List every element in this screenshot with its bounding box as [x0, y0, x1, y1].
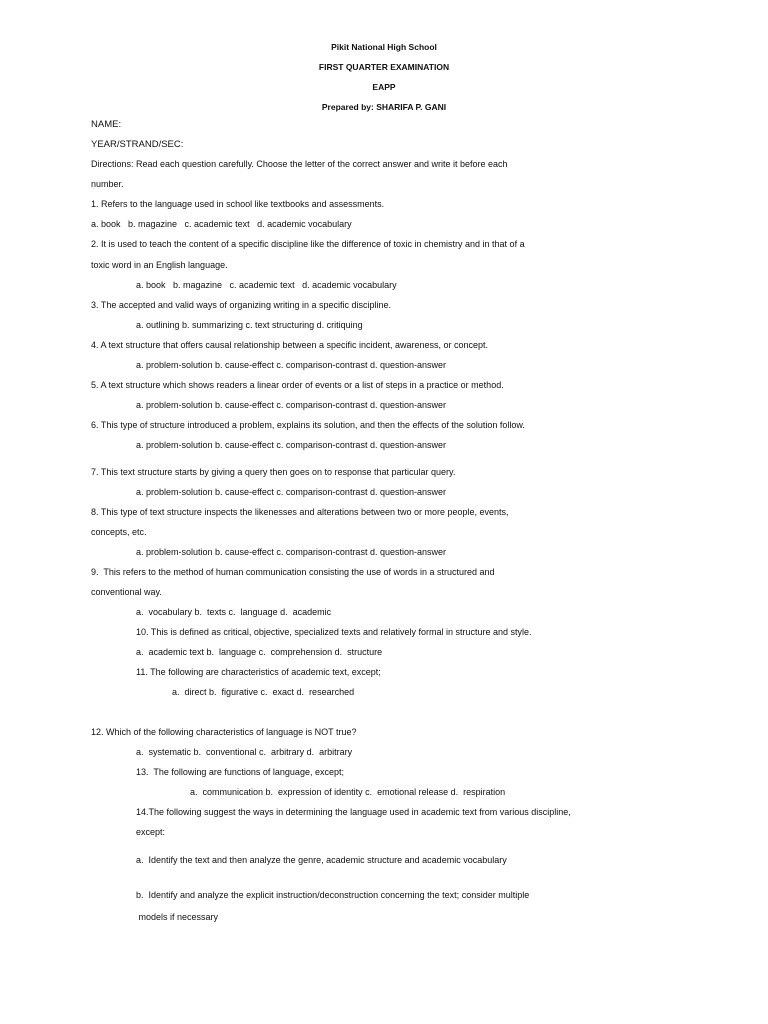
question-5-choices: a. problem-solution b. cause-effect c. comparison-contrast d. question-answer	[136, 400, 446, 410]
question-8-choices: a. problem-solution b. cause-effect c. comparison-contrast d. question-answer	[136, 547, 446, 557]
question-1: 1. Refers to the language used in school like textbooks and assessments.	[91, 199, 385, 209]
name-field-label: NAME:	[91, 119, 122, 130]
prepared-by: Prepared by: SHARIFA P. GANI	[321, 102, 447, 112]
question-10: 10. This is defined as critical, objective, specialized texts and relatively formal in structure and style.	[136, 627, 532, 637]
question-13: 13. The following are functions of language, except;	[136, 767, 344, 777]
question-6: 6. This type of structure introduced a problem, explains its solution, and then the effects of the solution follow.	[91, 420, 525, 430]
question-13-choices: a. communication b. expression of identity c. emotional release d. respiration	[190, 787, 506, 797]
question-11-choices: a. direct b. figurative c. exact d. researched	[172, 687, 355, 697]
question-12: 12. Which of the following characteristics of language is NOT true?	[91, 727, 357, 737]
question-14-continued: except:	[136, 827, 166, 837]
question-2: 2. It is used to teach the content of a specific discipline like the difference of toxic in chemistry and in that of a	[91, 239, 525, 249]
directions-line-2: number.	[91, 179, 124, 189]
question-9-choices: a. vocabulary b. texts c. language d. academic	[136, 607, 332, 617]
question-12-choices: a. systematic b. conventional c. arbitrary d. arbitrary	[136, 747, 353, 757]
question-4-choices: a. problem-solution b. cause-effect c. comparison-contrast d. question-answer	[136, 360, 446, 370]
question-2-continued: toxic word in an English language.	[91, 260, 228, 270]
question-14-choice-a: a. Identify the text and then analyze the genre, academic structure and academic vocabulary	[136, 855, 507, 865]
question-7: 7. This text structure starts by giving a query then goes on to response that particular query.	[91, 467, 456, 477]
question-8-continued: concepts, etc.	[91, 527, 147, 537]
question-7-choices: a. problem-solution b. cause-effect c. comparison-contrast d. question-answer	[136, 487, 446, 497]
exam-title: FIRST QUARTER EXAMINATION	[318, 62, 450, 72]
question-4: 4. A text structure that offers causal relationship between a specific incident, awareness, or concept.	[91, 340, 489, 350]
question-3: 3. The accepted and valid ways of organizing writing in a specific discipline.	[91, 300, 391, 310]
year-strand-sec-label: YEAR/STRAND/SEC:	[91, 139, 184, 150]
question-1-choices: a. book b. magazine c. academic text d. academic vocabulary	[91, 219, 352, 229]
question-14-choice-b: b. Identify and analyze the explicit instruction/deconstruction concerning the text; consider multiple	[136, 890, 530, 900]
question-11: 11. The following are characteristics of academic text, except;	[136, 667, 381, 677]
subject-title: EAPP	[372, 82, 396, 92]
question-5: 5. A text structure which shows readers a linear order of events or a list of steps in a practice or method.	[91, 380, 504, 390]
directions-line-1: Directions: Read each question carefully. Choose the letter of the correct answer and write it before each	[91, 159, 508, 169]
question-8: 8. This type of text structure inspects the likenesses and alterations between two or more people, events,	[91, 507, 509, 517]
question-14: 14.The following suggest the ways in determining the language used in academic text from various discipline,	[136, 807, 571, 817]
school-name: Pikit National High School	[331, 42, 437, 52]
question-9-continued: conventional way.	[91, 587, 162, 597]
question-9: 9. This refers to the method of human communication consisting the use of words in a structured and	[91, 567, 495, 577]
question-6-choices: a. problem-solution b. cause-effect c. comparison-contrast d. question-answer	[136, 440, 446, 450]
question-10-choices: a. academic text b. language c. comprehension d. structure	[136, 647, 383, 657]
question-3-choices: a. outlining b. summarizing c. text structuring d. critiquing	[136, 320, 363, 330]
question-14-choice-b-continued: models if necessary	[136, 912, 219, 922]
question-2-choices: a. book b. magazine c. academic text d. academic vocabulary	[136, 280, 397, 290]
